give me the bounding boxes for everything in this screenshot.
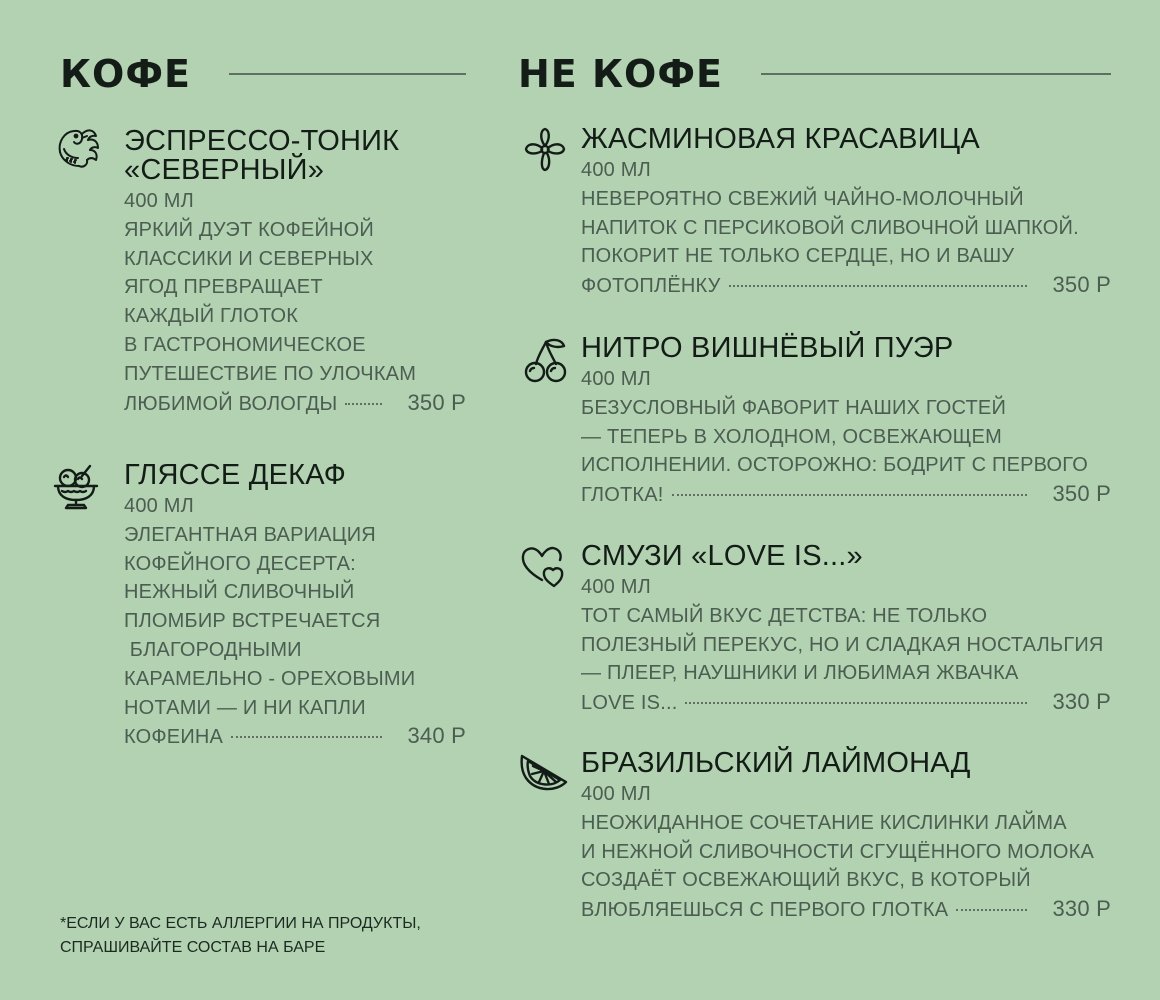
item-name: ЭСПРЕССО-ТОНИК «СЕВЕРНЫЙ»	[124, 125, 400, 186]
flower-icon	[519, 124, 571, 176]
item-price: 350 Р	[407, 389, 466, 415]
bird-icon	[52, 122, 104, 174]
coffee-section-header	[60, 52, 466, 96]
lime-icon	[518, 742, 570, 794]
coffee-section-divider	[229, 73, 466, 75]
price-leader-dots	[729, 285, 1027, 287]
price-leader-dots	[231, 736, 381, 738]
item-name: ЖАСМИНОВАЯ КРАСАВИЦА	[581, 123, 980, 155]
not-coffee-section-divider	[761, 73, 1111, 75]
item-description: 400 МЛ БЕЗУСЛОВНЫЙ ФАВОРИТ НАШИХ ГОСТЕЙ — ТЕПЕРЬ В ХОЛОДНОМ, ОСВЕЖАЮЩЕМ ИСПОЛНЕНИИ. ОСТОРОЖНО: БОДРИТ С ПЕРВОГО ГЛОТКА! 350 Р	[581, 365, 1111, 510]
item-volume: 400 МЛ	[581, 368, 651, 390]
item-description: 400 МЛ ТОТ САМЫЙ ВКУС ДЕТСТВА: НЕ ТОЛЬКО ПОЛЕЗНЫЙ ПЕРЕКУС, НО И СЛАДКАЯ НОСТАЛЬГИЯ — ПЛЕЕР, НАУШНИКИ И ЛЮБИМАЯ ЖВАЧКА LOVE IS... 330 Р	[581, 573, 1111, 718]
item-description: 400 МЛ НЕВЕРОЯТНО СВЕЖИЙ ЧАЙНО-МОЛОЧНЫЙ НАПИТОК С ПЕРСИКОВОЙ СЛИВОЧНОЙ ШАПКОЙ. ПОКОРИТ НЕ ТОЛЬКО СЕРДЦЕ, НО И ВАШУ ФОТОПЛЁНКУ 350 Р	[581, 156, 1111, 301]
item-price: 330 Р	[1052, 689, 1111, 715]
price-leader-dots	[672, 494, 1027, 496]
price-leader-dots	[685, 702, 1026, 704]
item-name: БРАЗИЛЬСКИЙ ЛАЙМОНАД	[581, 747, 971, 779]
cherry-icon	[520, 334, 572, 386]
not-coffee-section-title: НЕ КОФЕ	[518, 52, 723, 96]
price-leader-dots	[956, 909, 1026, 911]
price-leader-dots	[345, 403, 381, 405]
item-volume: 400 МЛ	[581, 159, 651, 181]
item-volume: 400 МЛ	[124, 495, 194, 517]
item-description: 400 МЛ НЕОЖИДАННОЕ СОЧЕТАНИЕ КИСЛИНКИ ЛАЙМА И НЕЖНОЙ СЛИВОЧНОСТИ СГУЩЁННОГО МОЛОКА СОЗДАЁТ ОСВЕЖАЮЩИЙ ВКУС, В КОТОРЫЙ ВЛЮБЛЯЕШЬСЯ С ПЕРВОГО ГЛОТКА 330 Р	[581, 780, 1111, 925]
item-name: СМУЗИ «LOVE IS...»	[581, 540, 863, 572]
item-volume: 400 МЛ	[124, 190, 194, 212]
item-volume: 400 МЛ	[581, 576, 651, 598]
ice-cream-icon	[50, 460, 102, 512]
item-name: ГЛЯССЕ ДЕКАФ	[124, 459, 347, 491]
item-volume: 400 МЛ	[581, 783, 651, 805]
item-price: 350 Р	[1052, 272, 1111, 298]
item-price: 350 Р	[1052, 481, 1111, 507]
not-coffee-section-header	[518, 52, 1111, 96]
item-name: НИТРО ВИШНЁВЫЙ ПУЭР	[581, 332, 954, 364]
coffee-section-title: КОФЕ	[60, 52, 192, 96]
item-description: 400 МЛ ЯРКИЙ ДУЭТ КОФЕЙНОЙ КЛАССИКИ И СЕВЕРНЫХ ЯГОД ПРЕВРАЩАЕТ КАЖДЫЙ ГЛОТОК В ГАСТРОНОМИЧЕСКОЕ ПУТЕШЕСТВИЕ ПО УЛОЧКАМ ЛЮБИМОЙ ВОЛОГДЫ 350 Р	[124, 187, 466, 418]
hearts-icon	[518, 540, 570, 592]
allergy-footnote: *ЕСЛИ У ВАС ЕСТЬ АЛЛЕРГИИ НА ПРОДУКТЫ, СПРАШИВАЙТЕ СОСТАВ НА БАРЕ	[60, 915, 421, 956]
item-description: 400 МЛ ЭЛЕГАНТНАЯ ВАРИАЦИЯ КОФЕЙНОГО ДЕСЕРТА: НЕЖНЫЙ СЛИВОЧНЫЙ ПЛОМБИР ВСТРЕЧАЕТСЯ БЛАГОРОДНЫМИ КАРАМЕЛЬНО - ОРЕХОВЫМИ НОТАМИ — И НИ КАПЛИ КОФЕИНА 340 Р	[124, 492, 466, 752]
item-price: 330 Р	[1052, 896, 1111, 922]
item-price: 340 Р	[407, 723, 466, 749]
